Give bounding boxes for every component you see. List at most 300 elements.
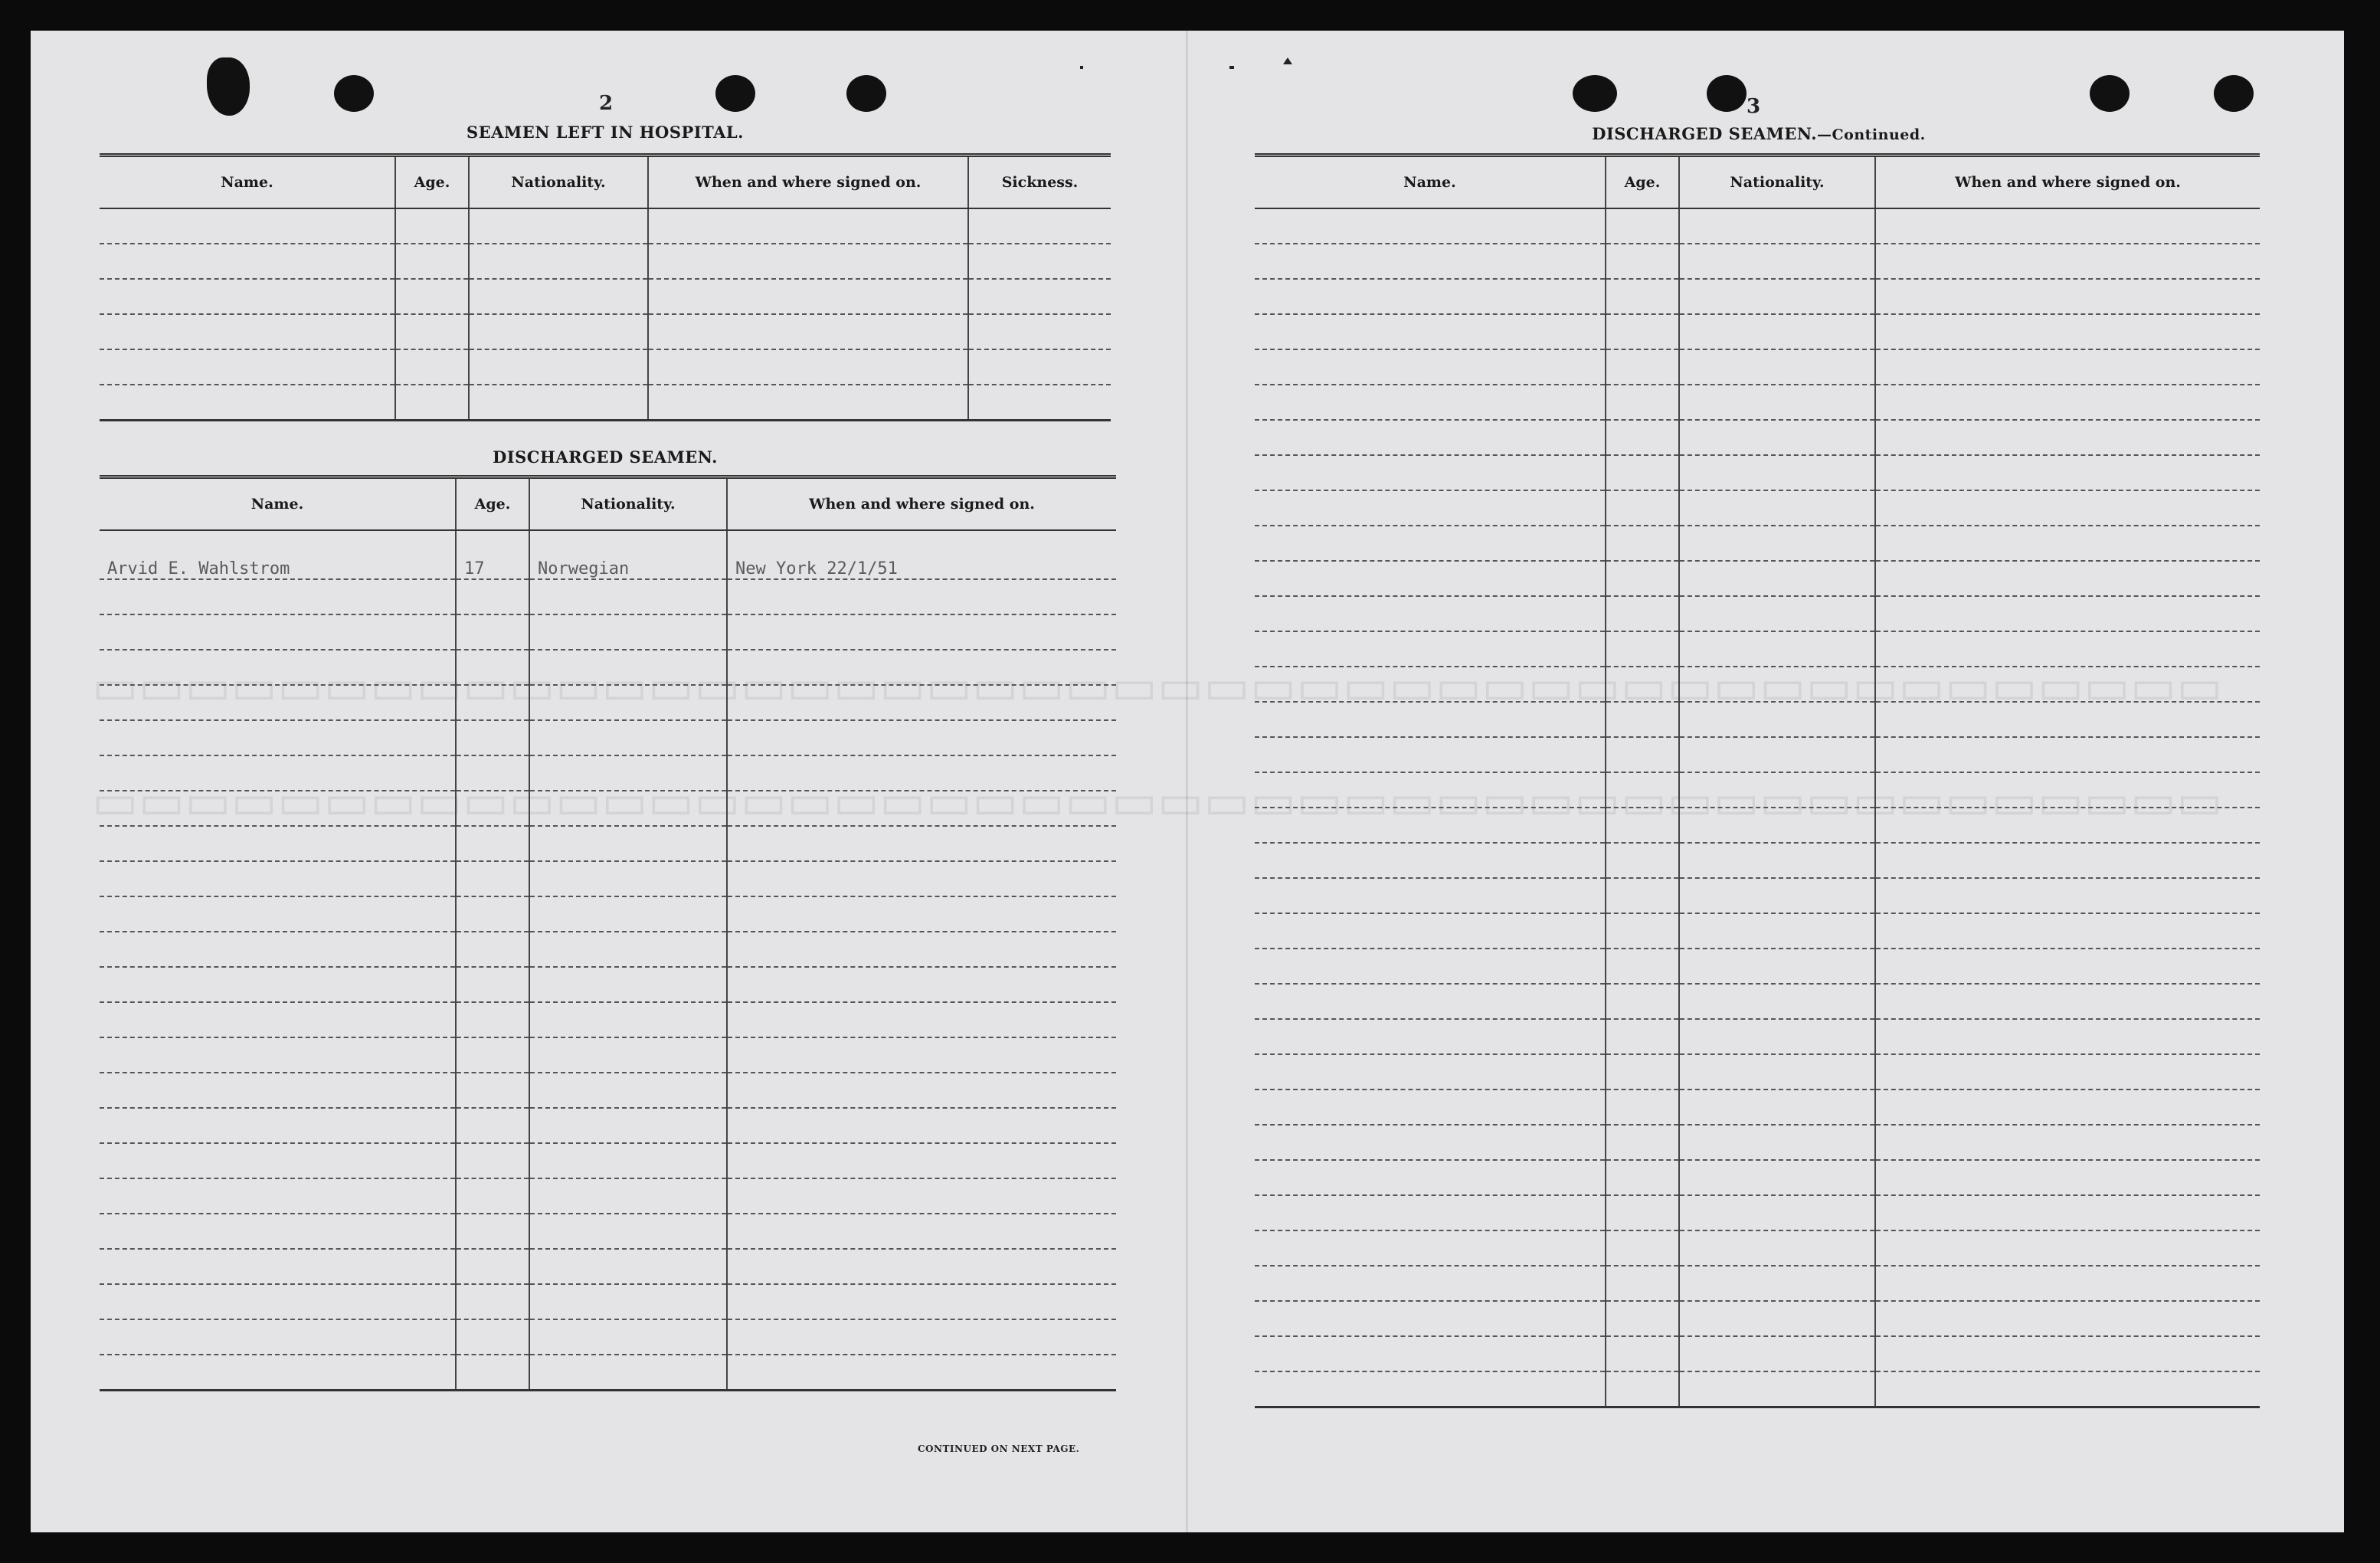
table-cell xyxy=(1606,1125,1679,1160)
table-cell xyxy=(1255,314,1606,349)
table-cell xyxy=(1606,455,1679,490)
table-row xyxy=(1255,702,2260,737)
table-cell xyxy=(1679,1019,1875,1054)
punch-hole xyxy=(207,57,250,116)
table-cell xyxy=(727,1319,1116,1355)
table-cell xyxy=(1875,208,2260,244)
table-cell xyxy=(1875,1019,2260,1054)
table-cell xyxy=(456,861,529,896)
table-cell xyxy=(469,208,648,244)
table-cell xyxy=(1875,772,2260,808)
table-cell xyxy=(727,720,1116,755)
table-cell xyxy=(1255,526,1606,561)
table-cell xyxy=(1875,808,2260,843)
table-cell xyxy=(1875,1371,2260,1407)
table-cell xyxy=(1679,1336,1875,1371)
table-cell xyxy=(1606,596,1679,631)
table-cell xyxy=(1606,1195,1679,1230)
table-cell xyxy=(727,1143,1116,1178)
table-cell xyxy=(395,208,469,244)
table-cell xyxy=(529,932,727,967)
table-cell xyxy=(1679,808,1875,843)
table-cell xyxy=(727,1002,1116,1037)
table-cell xyxy=(1606,1301,1679,1336)
section-title-discharged: DISCHARGED SEAMEN. xyxy=(493,447,718,467)
table-cell xyxy=(1875,526,2260,561)
page-number: 2 xyxy=(599,92,614,115)
table-cell xyxy=(648,314,968,349)
table-cell xyxy=(1255,244,1606,279)
table-cell xyxy=(1679,208,1875,244)
table-row xyxy=(1255,1160,2260,1195)
table-cell xyxy=(100,720,456,755)
table-cell xyxy=(1606,349,1679,385)
table-cell xyxy=(1255,1266,1606,1301)
table-cell xyxy=(1679,596,1875,631)
table-cell xyxy=(100,1249,456,1284)
table-cell xyxy=(1875,1266,2260,1301)
table-cell xyxy=(1875,385,2260,420)
table-row xyxy=(1255,490,2260,526)
table-cell xyxy=(727,614,1116,650)
table-cell xyxy=(529,650,727,685)
column-header: Nationality. xyxy=(469,156,648,209)
table-cell xyxy=(1875,1336,2260,1371)
table-cell xyxy=(395,244,469,279)
table-cell xyxy=(456,1178,529,1214)
table-cell xyxy=(1875,420,2260,455)
table-cell xyxy=(100,650,456,685)
table-cell xyxy=(1606,526,1679,561)
table-cell xyxy=(100,579,456,614)
table-cell xyxy=(529,861,727,896)
table-cell xyxy=(1606,385,1679,420)
table-cell xyxy=(100,1073,456,1108)
table-cell xyxy=(1679,949,1875,984)
table-cell xyxy=(1679,490,1875,526)
table-cell xyxy=(1679,314,1875,349)
table-row xyxy=(100,755,1116,791)
table-cell xyxy=(727,967,1116,1002)
column-header: When and where signed on. xyxy=(1875,156,2260,209)
table-row xyxy=(100,720,1116,755)
table-row xyxy=(1255,596,2260,631)
table-cell xyxy=(648,279,968,314)
table-cell xyxy=(100,1284,456,1319)
table-row xyxy=(1255,385,2260,420)
table-row xyxy=(100,1073,1116,1108)
table-cell xyxy=(1606,984,1679,1019)
table-row xyxy=(100,932,1116,967)
table-cell xyxy=(1606,1160,1679,1195)
table-cell xyxy=(100,1355,456,1391)
table-cell xyxy=(1255,208,1606,244)
table-cell xyxy=(1875,490,2260,526)
table-cell xyxy=(456,1214,529,1249)
table-cell xyxy=(529,579,727,614)
table-cell xyxy=(469,385,648,421)
table-cell xyxy=(529,1355,727,1391)
table-cell xyxy=(1255,561,1606,596)
table-cell xyxy=(1679,1230,1875,1266)
table-cell xyxy=(727,826,1116,861)
table-cell xyxy=(1679,737,1875,772)
ink-mark xyxy=(1080,66,1083,69)
table-cell xyxy=(1255,1230,1606,1266)
table-cell xyxy=(1606,631,1679,667)
table-cell xyxy=(1679,1125,1875,1160)
table-cell xyxy=(968,385,1111,421)
table-cell xyxy=(1679,1371,1875,1407)
table-row xyxy=(1255,1371,2260,1407)
table-cell xyxy=(1875,949,2260,984)
table-row xyxy=(1255,561,2260,596)
table-cell xyxy=(456,685,529,720)
table-cell xyxy=(1875,349,2260,385)
table-row xyxy=(100,791,1116,826)
column-header: Sickness. xyxy=(968,156,1111,209)
punch-hole xyxy=(1707,75,1747,112)
table-cell xyxy=(1606,667,1679,702)
table-cell xyxy=(648,385,968,421)
table-cell xyxy=(1255,772,1606,808)
table-row xyxy=(100,967,1116,1002)
table-cell xyxy=(100,349,395,385)
table-cell xyxy=(100,1002,456,1037)
table-row xyxy=(100,826,1116,861)
table-row xyxy=(1255,1301,2260,1336)
table-cell xyxy=(1255,984,1606,1019)
table-cell xyxy=(100,1178,456,1214)
table-cell xyxy=(1875,737,2260,772)
table-cell xyxy=(727,650,1116,685)
table-cell xyxy=(1255,420,1606,455)
punch-hole xyxy=(2090,75,2130,112)
table-row xyxy=(1255,878,2260,913)
table-row xyxy=(100,244,1111,279)
table-cell xyxy=(395,314,469,349)
table-cell xyxy=(1679,878,1875,913)
table-row xyxy=(1255,1054,2260,1090)
table-cell xyxy=(395,385,469,421)
table-row xyxy=(100,385,1111,421)
table-row xyxy=(1255,984,2260,1019)
table-cell xyxy=(529,791,727,826)
table-cell xyxy=(1875,878,2260,913)
title-text: DISCHARGED SEAMEN. xyxy=(1592,124,1818,143)
table-cell xyxy=(529,1002,727,1037)
table-row xyxy=(100,614,1116,650)
table-cell xyxy=(456,720,529,755)
table-row xyxy=(100,1037,1116,1073)
table-cell xyxy=(100,685,456,720)
table-cell xyxy=(469,314,648,349)
table-cell xyxy=(1255,737,1606,772)
table-cell xyxy=(1606,314,1679,349)
table-cell xyxy=(1255,596,1606,631)
table-row xyxy=(1255,244,2260,279)
table-cell xyxy=(1606,737,1679,772)
table-row xyxy=(1255,1230,2260,1266)
column-header: Age. xyxy=(395,156,469,209)
table-cell xyxy=(968,314,1111,349)
table-cell xyxy=(1606,772,1679,808)
table-cell xyxy=(529,1249,727,1284)
table-row xyxy=(1255,1336,2260,1371)
table-cell: Arvid E. Wahlstrom xyxy=(100,530,456,579)
table-cell xyxy=(727,1178,1116,1214)
table-cell xyxy=(1255,349,1606,385)
table-cell xyxy=(1255,1090,1606,1125)
table-cell xyxy=(1606,1054,1679,1090)
table-cell xyxy=(529,1143,727,1178)
column-header: Age. xyxy=(1606,156,1679,209)
table-cell xyxy=(1679,349,1875,385)
table-cell xyxy=(456,579,529,614)
table-cell xyxy=(1679,526,1875,561)
table-cell xyxy=(727,579,1116,614)
punch-hole xyxy=(1573,75,1617,112)
table-cell xyxy=(1606,561,1679,596)
table-cell xyxy=(1606,244,1679,279)
table-row xyxy=(100,1214,1116,1249)
table-cell xyxy=(529,720,727,755)
table-cell xyxy=(529,755,727,791)
table-cell xyxy=(1606,420,1679,455)
table-row xyxy=(1255,208,2260,244)
column-header: When and where signed on. xyxy=(727,477,1116,531)
table-cell xyxy=(529,1214,727,1249)
table-cell xyxy=(1255,913,1606,949)
table-cell xyxy=(395,349,469,385)
table-cell xyxy=(1875,1090,2260,1125)
table-row xyxy=(100,579,1116,614)
table-cell xyxy=(100,385,395,421)
table-cell xyxy=(727,1214,1116,1249)
table-cell xyxy=(1606,490,1679,526)
table-cell xyxy=(1606,1266,1679,1301)
discharged-table xyxy=(100,475,1116,1391)
table-cell xyxy=(1255,385,1606,420)
punch-hole xyxy=(2214,75,2254,112)
table-cell xyxy=(1606,1336,1679,1371)
table-cell xyxy=(456,791,529,826)
table-cell xyxy=(727,755,1116,791)
table-cell xyxy=(1875,1301,2260,1336)
bleed-through: ▭▭▭▭▭▭▭▭▭▭▭▭▭▭▭▭▭▭▭▭▭▭▭▭▭▭▭▭▭▭▭▭▭▭▭▭▭▭▭▭▭▭▭▭▭▭ xyxy=(92,774,2223,831)
table-cell xyxy=(1255,667,1606,702)
table-cell xyxy=(529,1037,727,1073)
table-cell xyxy=(100,861,456,896)
table-cell xyxy=(1679,631,1875,667)
table-row xyxy=(100,1143,1116,1178)
table-cell xyxy=(456,1108,529,1143)
table-cell xyxy=(100,314,395,349)
punch-hole xyxy=(715,75,755,112)
table-cell xyxy=(727,1108,1116,1143)
table-cell xyxy=(1679,913,1875,949)
table-cell xyxy=(727,1037,1116,1073)
column-header: Name. xyxy=(1255,156,1606,209)
table-cell xyxy=(456,1037,529,1073)
table-cell xyxy=(1606,1019,1679,1054)
table-row xyxy=(100,1319,1116,1355)
table-cell: 17 xyxy=(456,530,529,579)
table-cell xyxy=(727,1073,1116,1108)
table-cell xyxy=(1255,1160,1606,1195)
table-cell xyxy=(1606,208,1679,244)
table-cell xyxy=(1875,1195,2260,1230)
table-cell xyxy=(1679,1266,1875,1301)
table-cell xyxy=(456,1073,529,1108)
punch-hole xyxy=(846,75,886,112)
table-cell xyxy=(1875,984,2260,1019)
table-row xyxy=(100,650,1116,685)
table-row xyxy=(100,1002,1116,1037)
table-cell xyxy=(469,349,648,385)
table-cell xyxy=(469,279,648,314)
table-cell xyxy=(100,1214,456,1249)
table-cell xyxy=(1679,455,1875,490)
table-row xyxy=(1255,631,2260,667)
table-cell xyxy=(100,208,395,244)
table-cell xyxy=(1875,667,2260,702)
table-cell xyxy=(1606,279,1679,314)
table-cell xyxy=(529,1284,727,1319)
table-cell xyxy=(529,967,727,1002)
table-row xyxy=(1255,1195,2260,1230)
table-cell xyxy=(727,1355,1116,1391)
table-cell xyxy=(529,896,727,932)
section-title-hospital: SEAMEN LEFT IN HOSPITAL. xyxy=(467,123,744,142)
table-cell xyxy=(1606,808,1679,843)
table-cell xyxy=(100,279,395,314)
table-cell xyxy=(1255,702,1606,737)
table-cell xyxy=(1875,596,2260,631)
table-cell xyxy=(1679,772,1875,808)
table-cell xyxy=(529,614,727,650)
table-row xyxy=(1255,949,2260,984)
table-cell xyxy=(1679,1090,1875,1125)
table-row xyxy=(1255,526,2260,561)
table-cell xyxy=(100,791,456,826)
table-cell xyxy=(1875,913,2260,949)
table-cell xyxy=(1875,1125,2260,1160)
table-cell xyxy=(1255,1054,1606,1090)
table-cell xyxy=(456,755,529,791)
table-cell xyxy=(1875,1160,2260,1195)
table-cell xyxy=(1255,1301,1606,1336)
table-cell xyxy=(1875,455,2260,490)
table-cell xyxy=(456,967,529,1002)
table-cell xyxy=(1255,279,1606,314)
table-cell xyxy=(1875,279,2260,314)
table-cell xyxy=(1875,244,2260,279)
table-cell xyxy=(1679,1301,1875,1336)
table-cell xyxy=(1606,949,1679,984)
title-suffix: —Continued. xyxy=(1817,126,1926,143)
table-cell xyxy=(100,755,456,791)
table-cell xyxy=(648,349,968,385)
table-cell xyxy=(1255,455,1606,490)
table-cell xyxy=(1679,561,1875,596)
table-cell xyxy=(1255,808,1606,843)
table-cell xyxy=(1606,1230,1679,1266)
table-cell xyxy=(1606,913,1679,949)
table-row xyxy=(100,530,1116,579)
table-cell xyxy=(1606,1371,1679,1407)
table-cell xyxy=(1679,279,1875,314)
table-row xyxy=(100,1284,1116,1319)
bleed-through: ▭▭▭▭▭▭▭▭▭▭▭▭▭▭▭▭▭▭▭▭▭▭▭▭▭▭▭▭▭▭▭▭▭▭▭▭▭▭▭▭▭▭▭▭▭▭ xyxy=(92,659,2223,716)
page-number: 3 xyxy=(1747,95,1761,118)
table-cell xyxy=(1255,1195,1606,1230)
table-cell xyxy=(456,1002,529,1037)
table-cell xyxy=(100,1037,456,1073)
table-cell xyxy=(1606,1090,1679,1125)
table-cell xyxy=(1875,314,2260,349)
column-header: Nationality. xyxy=(1679,156,1875,209)
table-cell xyxy=(456,614,529,650)
section-title-discharged-continued xyxy=(1256,124,2261,143)
table-cell xyxy=(1679,385,1875,420)
table-cell xyxy=(529,685,727,720)
table-cell xyxy=(1875,1054,2260,1090)
table-cell xyxy=(1255,1125,1606,1160)
table-cell xyxy=(648,208,968,244)
table-cell xyxy=(1679,667,1875,702)
table-cell xyxy=(648,244,968,279)
table-cell xyxy=(456,1284,529,1319)
table-cell xyxy=(727,896,1116,932)
table-row xyxy=(100,314,1111,349)
table-cell xyxy=(529,1073,727,1108)
table-cell xyxy=(1679,843,1875,878)
table-cell xyxy=(456,1143,529,1178)
hospital-table xyxy=(100,153,1111,421)
table-cell xyxy=(1255,1019,1606,1054)
table-cell xyxy=(727,791,1116,826)
table-cell xyxy=(968,349,1111,385)
table-cell xyxy=(469,244,648,279)
table-row xyxy=(100,861,1116,896)
table-row xyxy=(1255,1125,2260,1160)
table-cell xyxy=(456,1319,529,1355)
table-cell: New York 22/1/51 xyxy=(727,530,1116,579)
table-row xyxy=(1255,420,2260,455)
table-cell xyxy=(395,279,469,314)
table-row xyxy=(1255,455,2260,490)
table-row xyxy=(1255,808,2260,843)
table-row xyxy=(100,685,1116,720)
table-cell xyxy=(1255,490,1606,526)
table-cell xyxy=(456,932,529,967)
table-cell xyxy=(100,826,456,861)
table-cell xyxy=(100,896,456,932)
discharged-continued-table xyxy=(1255,153,2260,1408)
table-cell xyxy=(1606,702,1679,737)
table-row xyxy=(100,1178,1116,1214)
table-cell xyxy=(1255,1371,1606,1407)
table-row xyxy=(100,279,1111,314)
table-row xyxy=(1255,737,2260,772)
table-cell xyxy=(456,896,529,932)
table-row xyxy=(100,1108,1116,1143)
table-cell xyxy=(1875,843,2260,878)
column-header: Age. xyxy=(456,477,529,531)
table-row xyxy=(1255,772,2260,808)
table-row xyxy=(1255,349,2260,385)
